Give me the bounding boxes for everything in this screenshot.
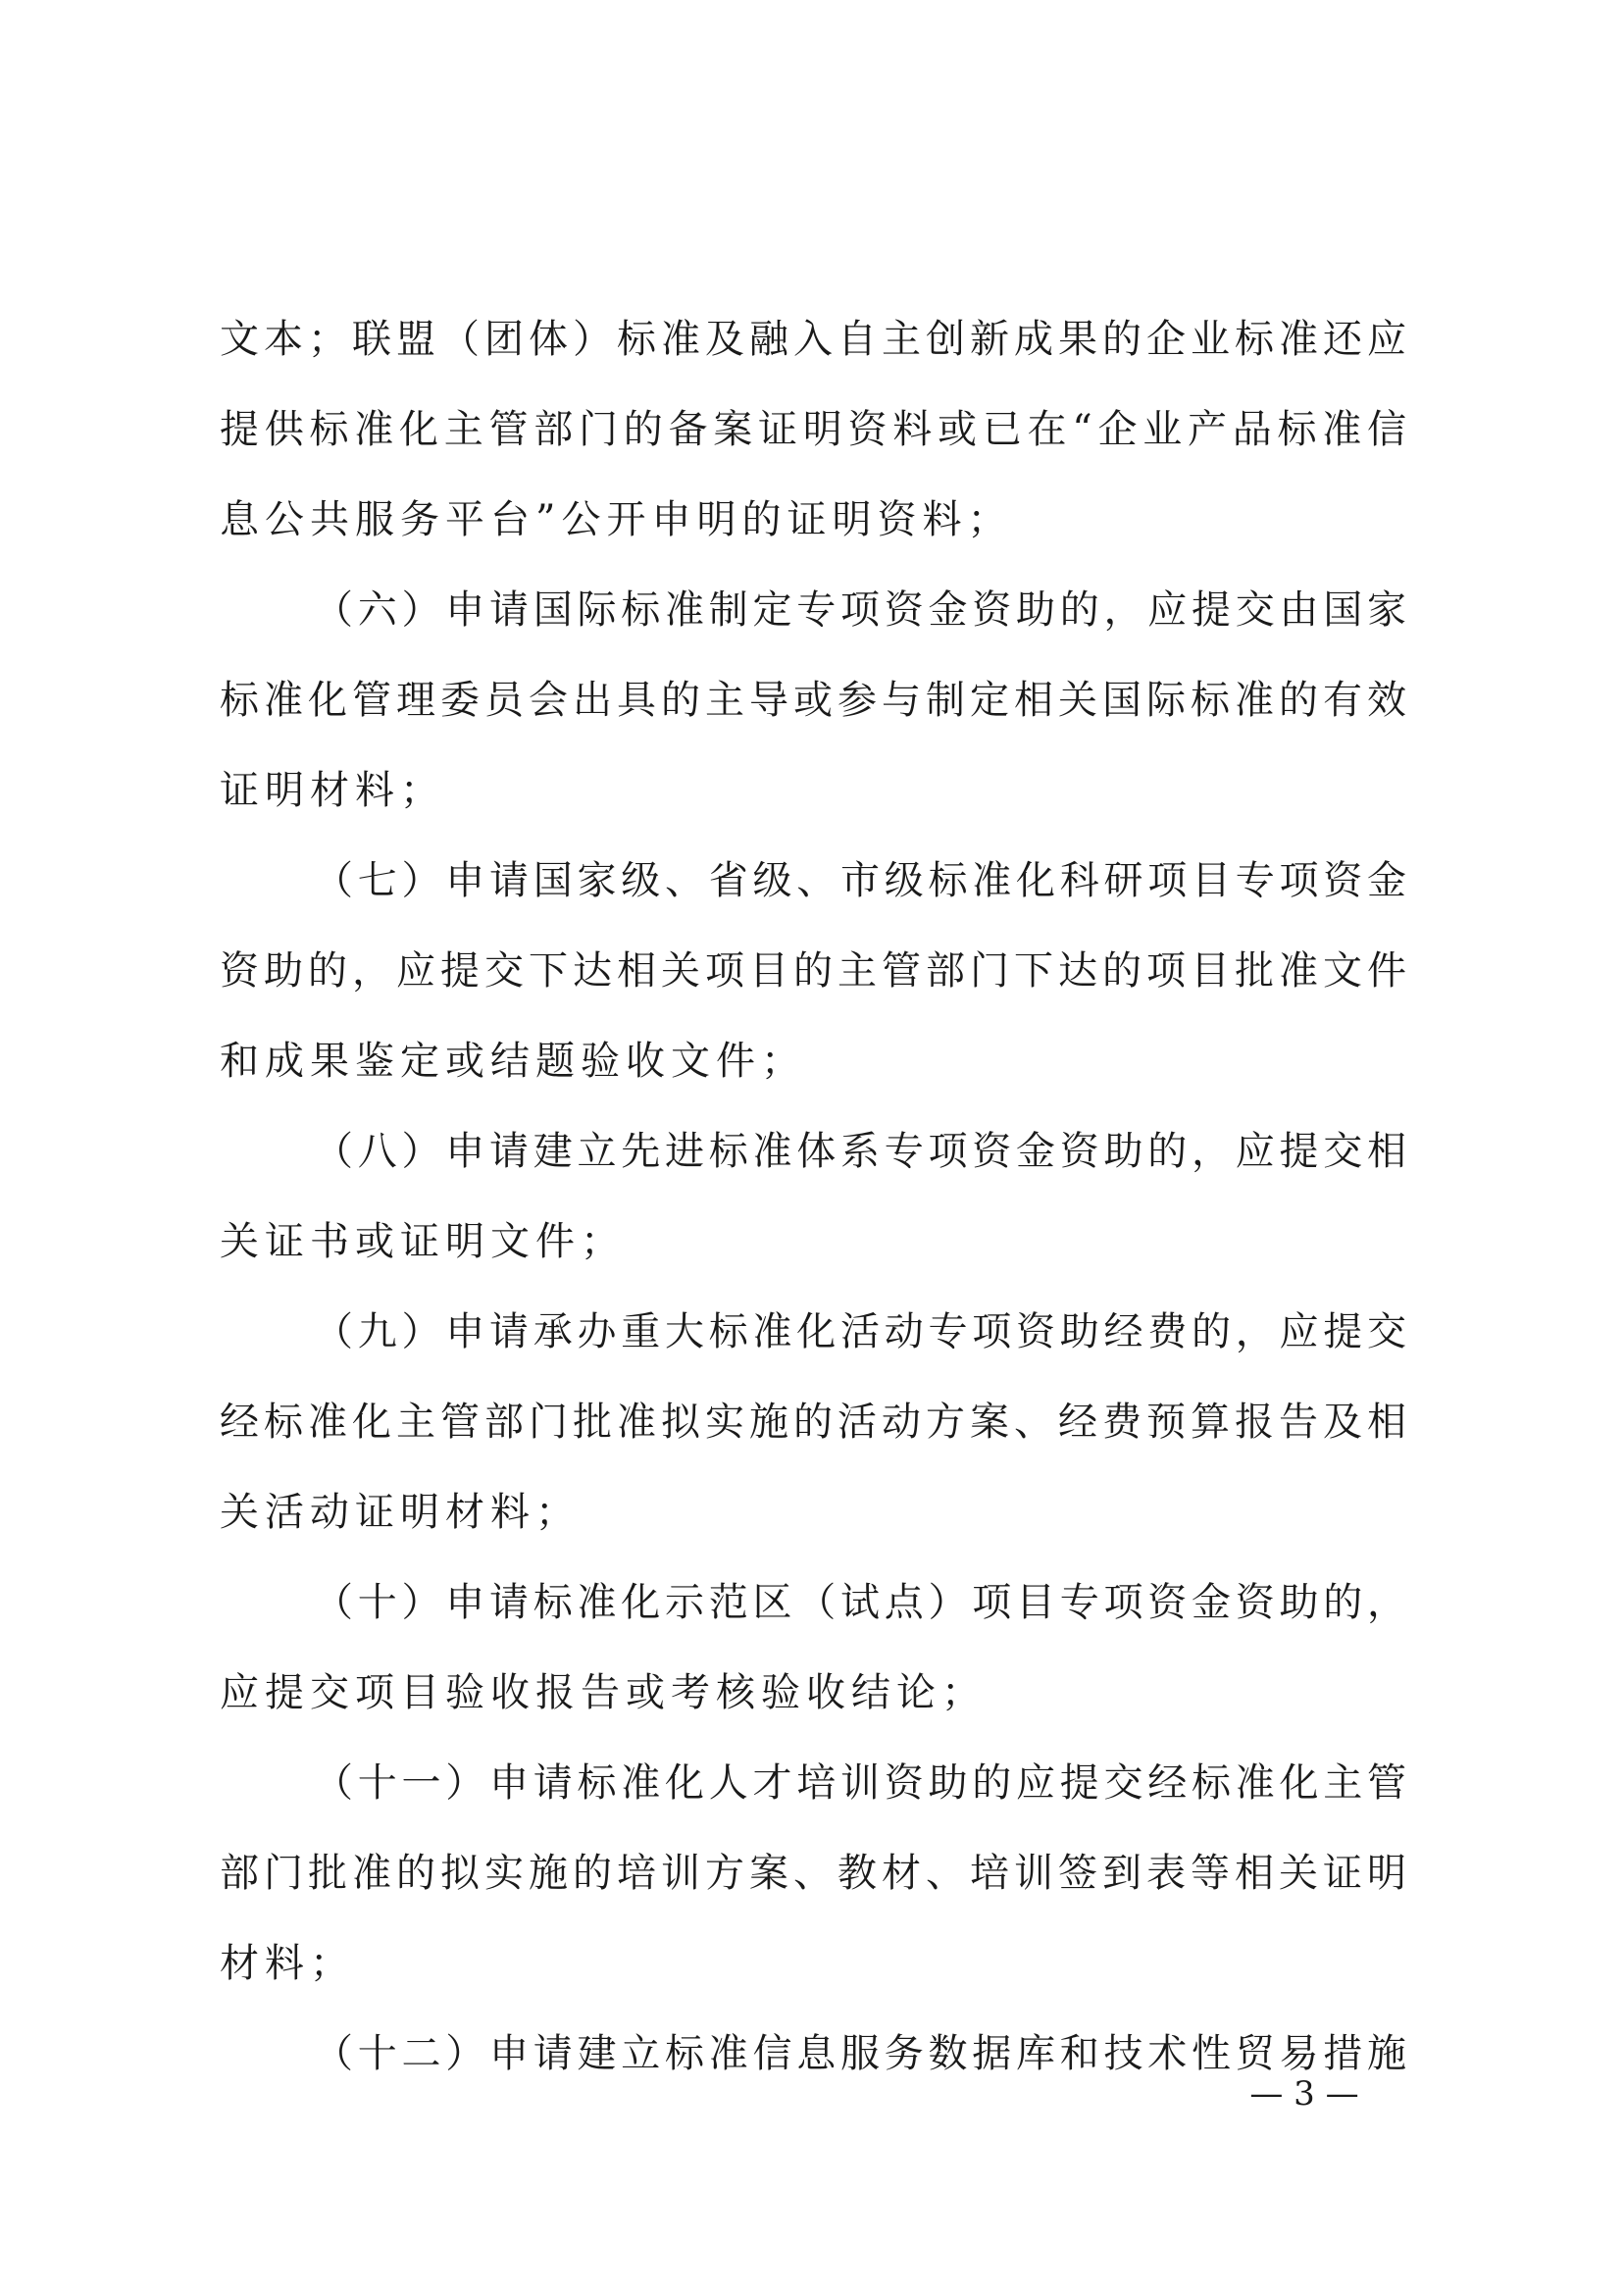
text-line: （十一）申请标准化人才培训资助的应提交经标准化主管 bbox=[314, 1760, 1406, 1806]
text-line: （六）申请国际标准制定专项资金资助的，应提交由国家 bbox=[314, 587, 1406, 633]
text-line: （九）申请承办重大标准化活动专项资助经费的，应提交 bbox=[314, 1309, 1406, 1354]
text-line: 关活动证明材料； bbox=[220, 1490, 581, 1535]
text-line: 部门批准的拟实施的培训方案、教材、培训签到表等相关证明 bbox=[220, 1851, 1406, 1896]
text-line: 和成果鉴定或结题验收文件； bbox=[220, 1039, 806, 1084]
text-line: 标准化管理委员会出具的主导或参与制定相关国际标准的有效 bbox=[220, 678, 1406, 723]
text-line: 证明材料； bbox=[220, 768, 445, 813]
text-line: 应提交项目验收报告或考核验收结论； bbox=[220, 1670, 987, 1715]
page-number: — 3 — bbox=[1249, 2074, 1359, 2114]
text-line: （十）申请标准化示范区（试点）项目专项资金资助的， bbox=[314, 1580, 1406, 1625]
text-line: （七）申请国家级、省级、市级标准化科研项目专项资金 bbox=[314, 858, 1406, 903]
text-line: （十二）申请建立标准信息服务数据库和技术性贸易措施 bbox=[314, 2031, 1406, 2076]
text-line: 经标准化主管部门批准拟实施的活动方案、经费预算报告及相 bbox=[220, 1400, 1406, 1445]
text-line: 文本；联盟（团体）标准及融入自主创新成果的企业标准还应 bbox=[220, 317, 1406, 362]
text-line: 提供标准化主管部门的备案证明资料或已在“企业产品标准信 bbox=[220, 407, 1406, 452]
text-line: （八）申请建立先进标准体系专项资金资助的，应提交相 bbox=[314, 1129, 1406, 1174]
text-line: 息公共服务平台”公开申明的证明资料； bbox=[220, 497, 1013, 542]
text-line: 资助的，应提交下达相关项目的主管部门下达的项目批准文件 bbox=[220, 948, 1406, 994]
body-text bbox=[220, 294, 1406, 2099]
text-line: 关证书或证明文件； bbox=[220, 1219, 626, 1264]
text-line: 材料； bbox=[220, 1941, 355, 1986]
